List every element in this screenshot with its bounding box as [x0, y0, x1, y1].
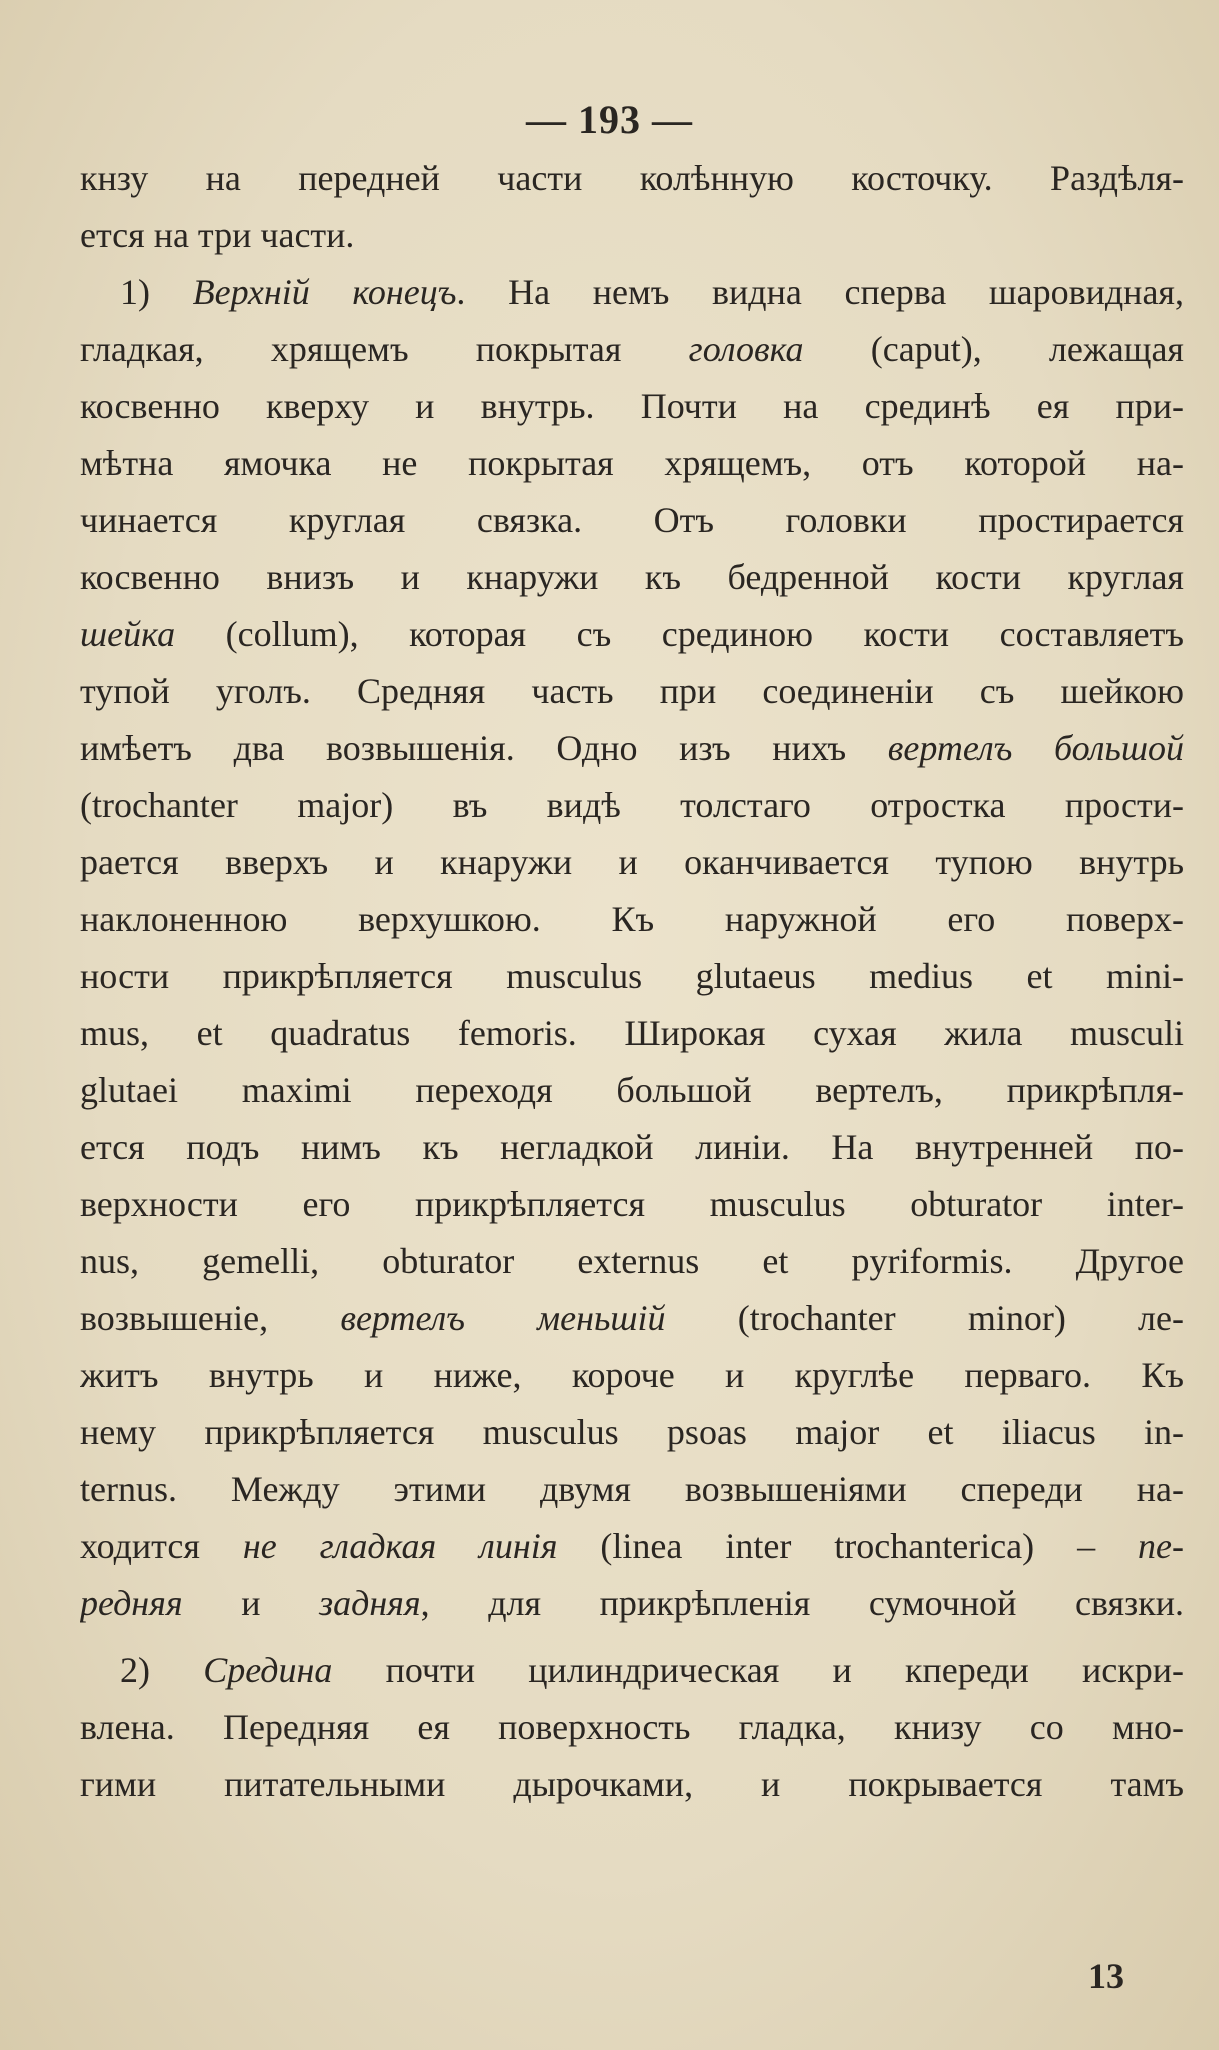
text-segment: косвенно внизъ и кнаружи къ бедренной кости круглая: [80, 557, 1184, 597]
text-segment: почти цилиндрическая и кпереди искри-: [332, 1650, 1184, 1690]
text-line: [80, 1005, 1184, 1062]
text-segment: glutaei maximi переходя большой вертелъ, прикрѣпля-: [80, 1070, 1184, 1110]
italic-term: вертелъ большой: [887, 728, 1184, 768]
text-segment: чинается круглая связка. Отъ головки простирается: [80, 500, 1184, 540]
text-segment: ется на три части.: [80, 215, 355, 255]
text-segment: тупой уголъ. Средняя часть при соединеніи съ шейкою: [80, 671, 1184, 711]
text-line: [80, 435, 1184, 492]
text-segment: кнзу на передней части колѣнную косточку. Раздѣля-: [80, 158, 1184, 198]
text-segment: mus, et quadratus femoris. Широкая сухая жила musculi: [80, 1013, 1184, 1053]
text-line: [80, 1233, 1184, 1290]
text-segment: ется подъ нимъ къ негладкой линіи. На внутренней по-: [80, 1127, 1184, 1167]
text-line: [80, 948, 1184, 1005]
text-segment: гими питательными дырочками, и покрывается тамъ: [80, 1764, 1184, 1804]
text-line: [80, 1347, 1184, 1404]
text-segment: (linea inter trochanterica) –: [557, 1526, 1139, 1566]
text-segment: 1): [120, 272, 193, 312]
text-line: [80, 834, 1184, 891]
text-line: [80, 1575, 1184, 1632]
text-segment: возвышеніе,: [80, 1298, 341, 1338]
text-segment: . На немъ видна сперва шаровидная,: [456, 272, 1184, 312]
text-line: [80, 1756, 1184, 1813]
text-line: [80, 378, 1184, 435]
text-segment: гладкая, хрящемъ покрытая: [80, 329, 689, 369]
text-line: [80, 549, 1184, 606]
body-text: [80, 150, 1184, 1813]
text-segment: косвенно кверху и внутрь. Почти на срединѣ ея при-: [80, 386, 1184, 426]
signature-mark: 13: [1088, 1956, 1124, 1996]
text-segment: влена. Передняя ея поверхность гладка, книзу со мно-: [80, 1707, 1184, 1747]
text-segment: (caput), лежащая: [803, 329, 1184, 369]
text-line: [80, 1642, 1184, 1699]
text-segment: рается вверхъ и кнаружи и оканчивается тупою внутрь: [80, 842, 1184, 882]
text-line: [80, 1062, 1184, 1119]
italic-term: шейка: [80, 614, 176, 654]
text-line: [80, 150, 1184, 207]
text-line: [80, 720, 1184, 777]
text-line: [80, 207, 1184, 264]
text-line: [80, 663, 1184, 720]
italic-term: вертелъ меньшій: [340, 1298, 666, 1338]
text-segment: житъ внутрь и ниже, короче и круглѣе перваго. Къ: [80, 1355, 1184, 1395]
italic-term: Средина: [203, 1650, 333, 1690]
text-line: [80, 606, 1184, 663]
text-line: [80, 1290, 1184, 1347]
text-segment: (trochanter minor) ле-: [665, 1298, 1184, 1338]
italic-term: головка: [688, 329, 804, 369]
text-segment: (trochanter major) въ видѣ толстаго отростка прости-: [80, 785, 1184, 825]
text-line: [80, 1699, 1184, 1756]
text-segment: наклоненною верхушкою. Къ наружной его поверх-: [80, 899, 1184, 939]
italic-term: пе-: [1138, 1526, 1184, 1566]
text-segment: и: [182, 1583, 320, 1623]
text-segment: верхности его прикрѣпляется musculus obturator inter-: [80, 1184, 1184, 1224]
italic-term: редняя: [80, 1583, 183, 1623]
text-segment: имѣетъ два возвышенія. Одно изъ нихъ: [80, 728, 888, 768]
page-number: — 193 —: [526, 97, 693, 142]
text-line: [80, 321, 1184, 378]
text-line: [80, 264, 1184, 321]
text-line: [80, 1404, 1184, 1461]
text-line: [80, 1461, 1184, 1518]
text-segment: (collum), которая съ срединою кости составляетъ: [175, 614, 1184, 654]
text-line: [80, 777, 1184, 834]
text-line: [80, 1518, 1184, 1575]
text-segment: 2): [120, 1650, 204, 1690]
text-segment: ternus. Между этими двумя возвышеніями спереди на-: [80, 1469, 1184, 1509]
text-line: [80, 891, 1184, 948]
text-segment: , для прикрѣпленія сумочной связки.: [420, 1583, 1184, 1623]
text-segment: nus, gemelli, obturator externus et pyriformis. Другое: [80, 1241, 1184, 1281]
text-line: [80, 1119, 1184, 1176]
text-segment: нему прикрѣпляется musculus psoas major et iliacus in-: [80, 1412, 1184, 1452]
italic-term: Верхній конецъ: [192, 272, 457, 312]
text-segment: мѣтна ямочка не покрытая хрящемъ, отъ которой на-: [80, 443, 1184, 483]
italic-term: не гладкая линія: [242, 1526, 558, 1566]
text-line: [80, 1176, 1184, 1233]
text-line: [80, 492, 1184, 549]
text-segment: ности прикрѣпляется musculus glutaeus medius et mini-: [80, 956, 1184, 996]
text-segment: ходится: [80, 1526, 243, 1566]
italic-term: задняя: [319, 1583, 421, 1623]
